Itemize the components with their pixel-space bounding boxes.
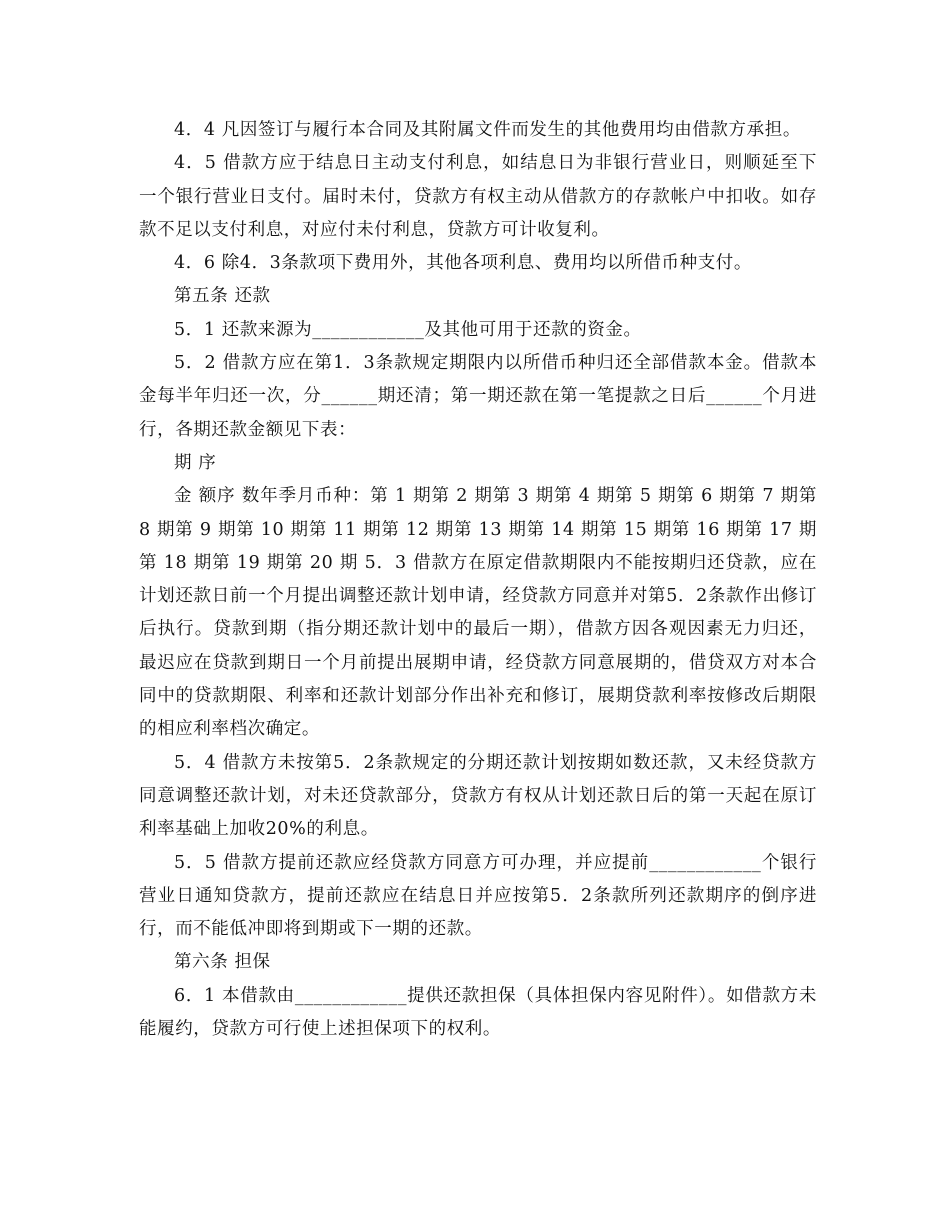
clause-5-5: 5．5 借款方提前还款应经贷款方同意方可办理，并应提前____________个银行营业日通知贷款方，提前还款应在结息日并应按第5．2条款所列还款期序的倒序进行，而不能低冲即将到期或下一期的还款。 — [139, 852, 817, 940]
clause-4-4: 4．4 凡因签订与履行本合同及其附属文件而发生的其他费用均由借款方承担。 — [174, 120, 801, 140]
clause-4-6: 4．6 除4．3条款项下费用外，其他各项利息、费用均以所借币种支付。 — [174, 253, 752, 274]
schedule-amount-and-clause-5-3: 金 额序 数年季月币种：第 1 期第 2 期第 3 期第 4 期第 5 期第 6 期第 7 期第 8 期第 9 期第 10 期第 11 期第 12 期第 13 期第 14 期第 15 期第 16 期第 17 期第 18 期第 19 期第 20 期 5．3 借款方在原定借款期限内不能按期归还贷款，应在计划还款日前一个月提出调整还款计划申请，经贷款方同意并对第5．2条款作出修订后执行。贷款到期（指分期还款计划中的最后一期），借款方因各观因素无力归还，最迟应在贷款到期日一个月前提出展期申请，经贷款方同意展期的，借贷双方对本合同中的贷款期限、利率和还款计划部分作出补充和修订，展期贷款利率按修改后期限的相应利率档次确定。 — [139, 486, 817, 740]
article-6-heading: 第六条 担保 — [174, 952, 271, 973]
article-5-heading: 第五条 还款 — [174, 286, 271, 307]
schedule-period-label: 期 序 — [174, 452, 217, 473]
clause-5-4: 5．4 借款方未按第5．2条款规定的分期还款计划按期如数还款，又未经贷款方同意调整还款计划，对未还贷款部分，贷款方有权从计划还款日后的第一天起在原订利率基础上加收20%的利息。 — [139, 752, 817, 840]
clause-4-5: 4．5 借款方应于结息日主动支付利息，如结息日为非银行营业日，则顺延至下一个银行营业日支付。届时未付，贷款方有权主动从借款方的存款帐户中扣收。如存款不足以支付利息，对应付未付利息，贷款方可计收复利。 — [139, 153, 817, 240]
clause-6-1: 6．1 本借款由____________提供还款担保（具体担保内容见附件）。如借款方未能履约，贷款方可行使上述担保项下的权利。 — [139, 985, 817, 1040]
document-body — [139, 114, 817, 1046]
clause-5-2: 5．2 借款方应在第1．3条款规定期限内以所借币种归还全部借款本金。借款本金每半年归还一次，分______期还清；第一期还款在第一笔提款之日后______个月进行，各期还款金额见下表： — [139, 353, 817, 440]
clause-5-1: 5．1 还款来源为____________及其他可用于还款的资金。 — [174, 319, 642, 340]
